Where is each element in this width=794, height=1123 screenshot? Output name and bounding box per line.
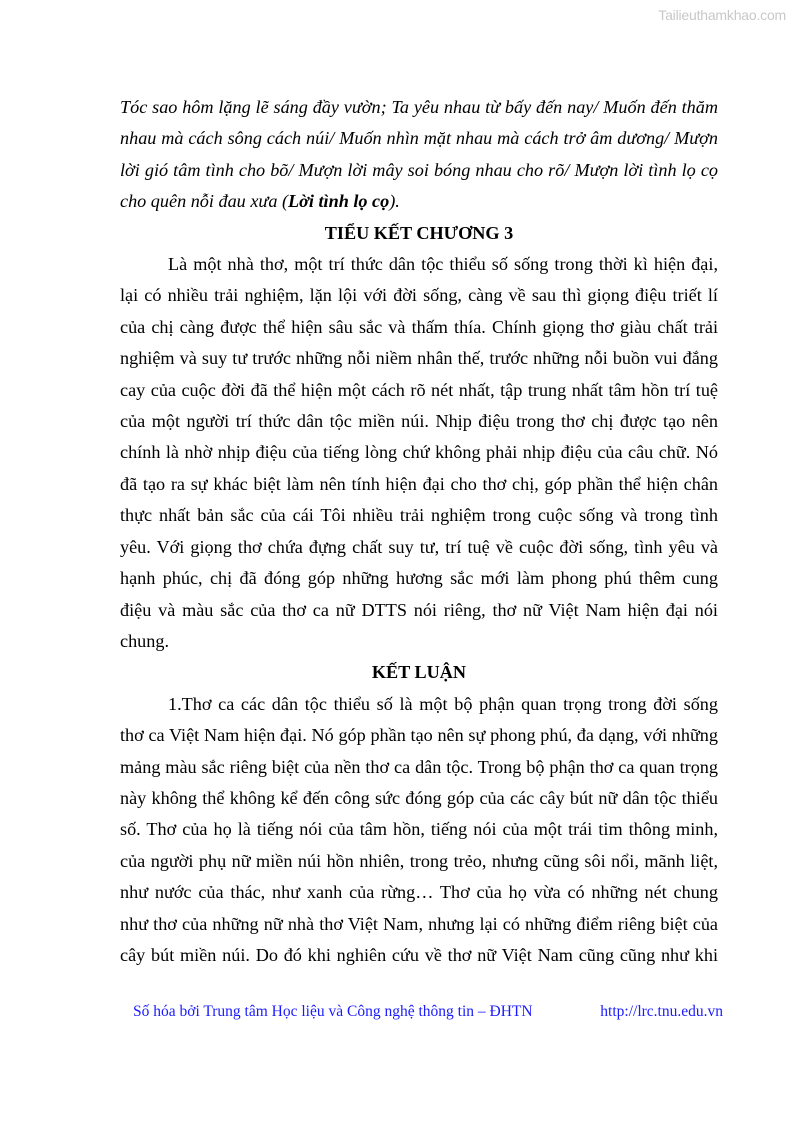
text-line: nhau mà cách sông cách núi/ Muốn nhìn mặt nhau mà cách trở âm dương/ Mượn xyxy=(120,128,718,149)
text-line: thơ ca Việt Nam hiện đại. Nó góp phần tạo nên sự phong phú, đa dạng, với những xyxy=(120,725,718,746)
text-line: cây bút miền núi. Do đó khi nghiên cứu về thơ nữ Việt Nam cũng cũng như khi xyxy=(120,944,718,965)
text-line: cay của cuộc đời đã thể hiện một cách rõ nét nhất, tập trung nhất tâm hồn trí tuệ xyxy=(120,379,718,400)
text-fragment: cho quên nỗi đau xưa ( xyxy=(120,191,289,212)
text-line: 1.Thơ ca các dân tộc thiểu số là một bộ phận quan trọng trong đời sống xyxy=(168,693,718,714)
text-line: chung. xyxy=(120,630,169,651)
text-line: nghiệm và suy tư trước những nỗi niềm nhân thế, trước những nỗi buồn vui đắng xyxy=(120,348,718,369)
text-line: Là một nhà thơ, một trí thức dân tộc thiểu số sống trong thời kì hiện đại, xyxy=(168,254,718,275)
page-footer xyxy=(133,1003,723,1021)
text-line: của chị càng được thể hiện sâu sắc và thấm thía. Chính giọng thơ giàu chất trải xyxy=(120,316,718,337)
text-line: như thơ của những nữ nhà thơ Việt Nam, nhưng lại có những điểm riêng biệt của xyxy=(120,913,718,934)
text-line: như nước của thác, như xanh của rừng… Thơ của họ vừa có những nét chung xyxy=(120,882,718,903)
text-line: yêu. Với giọng thơ chứa đựng chất suy tư, trí tuệ về cuộc đời sống, tình yêu và xyxy=(120,536,718,557)
text-line: này không thể không kể đến công sức đóng góp của các cây bút nữ dân tộc thiểu xyxy=(120,787,718,808)
poem-excerpt xyxy=(120,92,718,218)
text-line: của người phụ nữ miền núi hồn nhiên, trong trẻo, nhưng cũng sôi nổi, mãnh liệt, xyxy=(120,850,718,871)
section-heading-chapter-summary: TIỂU KẾT CHƯƠNG 3 xyxy=(324,222,514,243)
text-line: điệu và màu sắc của thơ ca nữ DTTS nói riêng, thơ nữ Việt Nam hiện đại nói xyxy=(120,599,718,620)
text-line: hạnh phúc, chị đã đóng góp những hương sắc mới làm phong phú thêm cung xyxy=(120,568,718,589)
poem-title: Lời tình lọ cọ xyxy=(288,191,390,212)
chapter-summary-paragraph xyxy=(120,249,718,657)
watermark: Tailieuthamkhao.com xyxy=(658,7,786,23)
text-line: lời gió tâm tình cho bõ/ Mượn lời mây soi bóng nhau cho rõ/ Mượn lời tình lọ cọ xyxy=(120,159,718,180)
text-line: chính là nhờ nhịp điệu của tiếng lòng chứ không phải nhịp điệu của câu chữ. Nó xyxy=(120,442,718,463)
text-line: Tóc sao hôm lặng lẽ sáng đầy vườn; Ta yêu nhau từ bấy đến nay/ Muốn đến thăm xyxy=(120,97,718,117)
text-line xyxy=(120,186,718,217)
text-fragment: ). xyxy=(389,191,400,212)
document-page xyxy=(120,92,718,971)
footer-url[interactable]: http://lrc.tnu.edu.vn xyxy=(600,1003,723,1020)
footer-credit: Số hóa bởi Trung tâm Học liệu và Công nghệ thông tin – ĐHTN xyxy=(133,1003,533,1020)
text-line: mảng màu sắc riêng biệt của nền thơ ca dân tộc. Trong bộ phận thơ ca quan trọng xyxy=(120,756,718,777)
text-line: đã tạo ra sự khác biệt làm nên tính hiện đại cho thơ chị, góp phần thể hiện chân xyxy=(120,473,718,494)
text-line: thực nhất bản sắc của cái Tôi nhiều trải nghiệm trong cuộc sống và trong tình xyxy=(120,505,718,526)
text-line: lại có nhiều trải nghiệm, lặn lội với đời sống, càng về sau thì giọng điệu triết lí xyxy=(120,285,718,306)
conclusion-paragraph xyxy=(120,689,718,972)
text-line: của một người trí thức dân tộc miền núi. Nhịp điệu trong thơ chị được tạo nên xyxy=(120,411,718,432)
section-heading-conclusion: KẾT LUẬN xyxy=(371,662,467,683)
text-line: số. Thơ của họ là tiếng nói của tâm hồn, tiếng nói của một trái tim thông minh, xyxy=(120,819,718,840)
